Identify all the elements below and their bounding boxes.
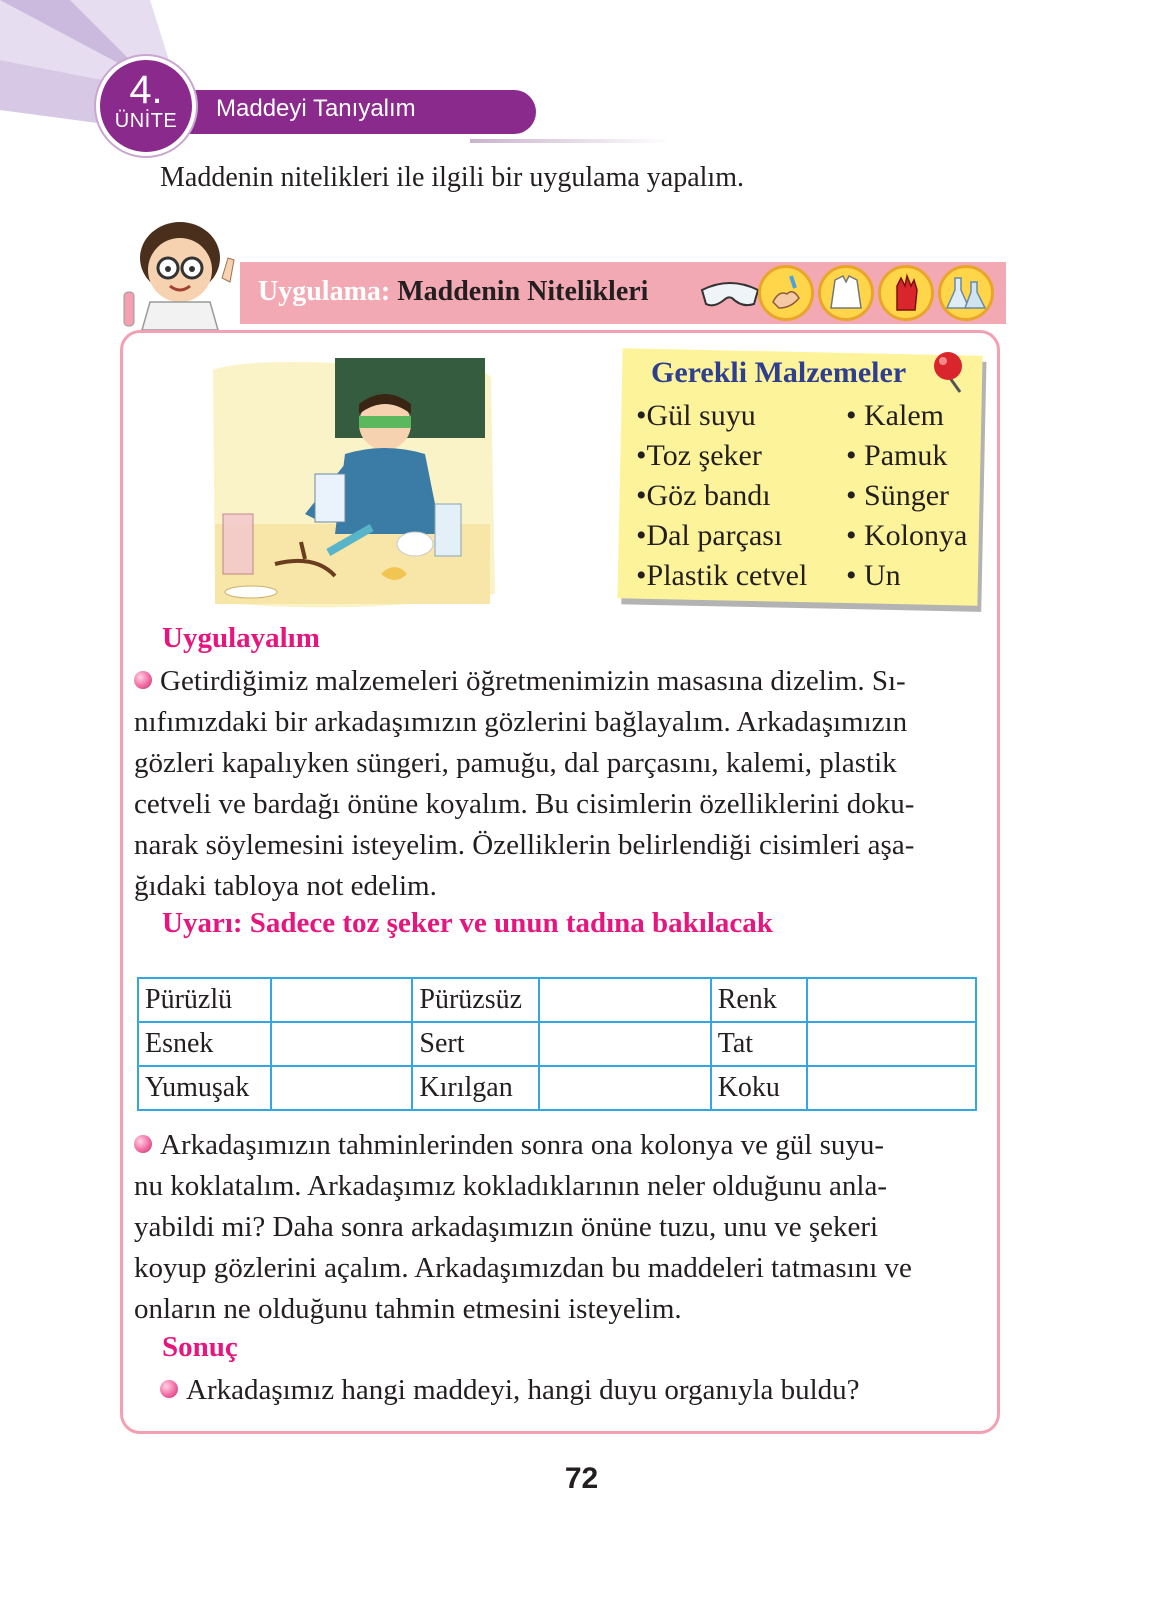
table-row — [138, 1066, 976, 1110]
table-cell: Sert — [412, 1022, 539, 1066]
push-pin-icon — [930, 348, 974, 396]
table-cell-blank[interactable] — [539, 1066, 710, 1110]
activity-title — [258, 276, 648, 308]
table-cell: Yumuşak — [138, 1066, 271, 1110]
blindfolded-child-illustration — [205, 354, 497, 612]
table-cell: Tat — [711, 1022, 807, 1066]
unit-underline — [470, 139, 670, 143]
materials-list-right — [846, 396, 967, 596]
scientist-mascot-illustration — [118, 218, 248, 330]
table-cell-blank[interactable] — [539, 978, 710, 1022]
table-cell-blank[interactable] — [807, 1022, 976, 1066]
table-row — [138, 1022, 976, 1066]
list-item: • Kalem — [846, 399, 944, 432]
lab-coat-icon — [818, 265, 874, 321]
text-line: Arkadaşımızın tahminlerinden sonra ona kolonya ve gül suyu- — [134, 1125, 990, 1166]
properties-table — [137, 977, 977, 1111]
bullet-icon — [160, 1380, 178, 1398]
smell-taste-paragraph — [134, 1125, 990, 1330]
list-item: •Göz bandı — [636, 479, 771, 512]
list-item: •Gül suyu — [636, 399, 756, 432]
page-number: 72 — [564, 1462, 599, 1495]
apply-heading: Uygulayalım — [162, 622, 320, 654]
list-item: • Pamuk — [846, 439, 948, 472]
unit-title: Maddeyi Tanıyalım — [216, 95, 416, 122]
text-line: Getirdiğimiz malzemeleri öğretmenimizin masasına dizelim. Sı- — [134, 661, 990, 702]
result-question: Arkadaşımız hangi maddeyi, hangi duyu organıyla buldu? — [160, 1370, 860, 1411]
result-heading: Sonuç — [162, 1331, 238, 1363]
intro-text: Maddenin nitelikleri ile ilgili bir uygulama yapalım. — [160, 162, 744, 193]
list-item: • Un — [846, 559, 901, 592]
unit-number: 4. — [129, 68, 163, 112]
bullet-icon — [134, 1135, 152, 1153]
table-cell: Koku — [711, 1066, 807, 1110]
safety-goggles-icon — [700, 276, 760, 310]
table-cell-blank[interactable] — [271, 1022, 412, 1066]
table-cell: Kırılgan — [412, 1066, 539, 1110]
text-line: onların ne olduğunu tahmin etmesini isteyelim. — [134, 1293, 682, 1325]
table-cell-blank[interactable] — [807, 978, 976, 1022]
apply-paragraph — [134, 661, 990, 907]
table-cell: Pürüzlü — [138, 978, 271, 1022]
text-line: nıfımızdaki bir arkadaşımızın gözlerini bağlayalım. Arkadaşımızın — [134, 706, 908, 738]
text-line: gözleri kapalıyken süngeri, pamuğu, dal parçasını, kalemi, plastik — [134, 747, 897, 779]
table-cell-blank[interactable] — [271, 1066, 412, 1110]
list-item: • Sünger — [846, 479, 950, 512]
warning-text: Uyarı: Sadece toz şeker ve unun tadına bakılacak — [162, 907, 773, 939]
materials-title: Gerekli Malzemeler — [651, 356, 907, 389]
list-item: • Kolonya — [846, 519, 968, 552]
bullet-icon — [134, 671, 152, 689]
table-row — [138, 978, 976, 1022]
table-cell: Esnek — [138, 1022, 271, 1066]
text-line: yabildi mi? Daha sonra arkadaşımızın önüne tuzu, unu ve şekeri — [134, 1211, 879, 1243]
text-line: narak söylemesini isteyelim. Özelliklerin belirlendiği cisimleri aşa- — [134, 829, 915, 861]
text-line: ğıdaki tabloya not edelim. — [134, 870, 437, 902]
hand-washing-icon — [758, 265, 814, 321]
table-cell-blank[interactable] — [539, 1022, 710, 1066]
activity-label: Uygulama: — [258, 276, 391, 307]
text-line: koyup gözlerini açalım. Arkadaşımızdan bu maddeleri tatmasını ve — [134, 1252, 912, 1284]
text-line: cetveli ve bardağı önüne koyalım. Bu cisimlerin özelliklerini doku- — [134, 788, 915, 820]
materials-list-left — [636, 396, 807, 596]
table-cell-blank[interactable] — [807, 1066, 976, 1110]
safety-icons — [700, 262, 1002, 324]
table-cell: Pürüzsüz — [412, 978, 539, 1022]
activity-name: Maddenin Nitelikleri — [397, 276, 649, 307]
unit-label: ÜNİTE — [114, 110, 178, 132]
table-cell-blank[interactable] — [271, 978, 412, 1022]
list-item: •Toz şeker — [636, 439, 762, 472]
unit-badge — [96, 56, 196, 156]
list-item: •Plastik cetvel — [636, 559, 808, 592]
gloves-icon — [878, 265, 934, 321]
table-cell: Renk — [711, 978, 807, 1022]
flasks-icon — [938, 265, 994, 321]
text-line: nu koklatalım. Arkadaşımız kokladıklarının neler olduğunu anla- — [134, 1170, 888, 1202]
list-item: •Dal parçası — [636, 519, 783, 552]
